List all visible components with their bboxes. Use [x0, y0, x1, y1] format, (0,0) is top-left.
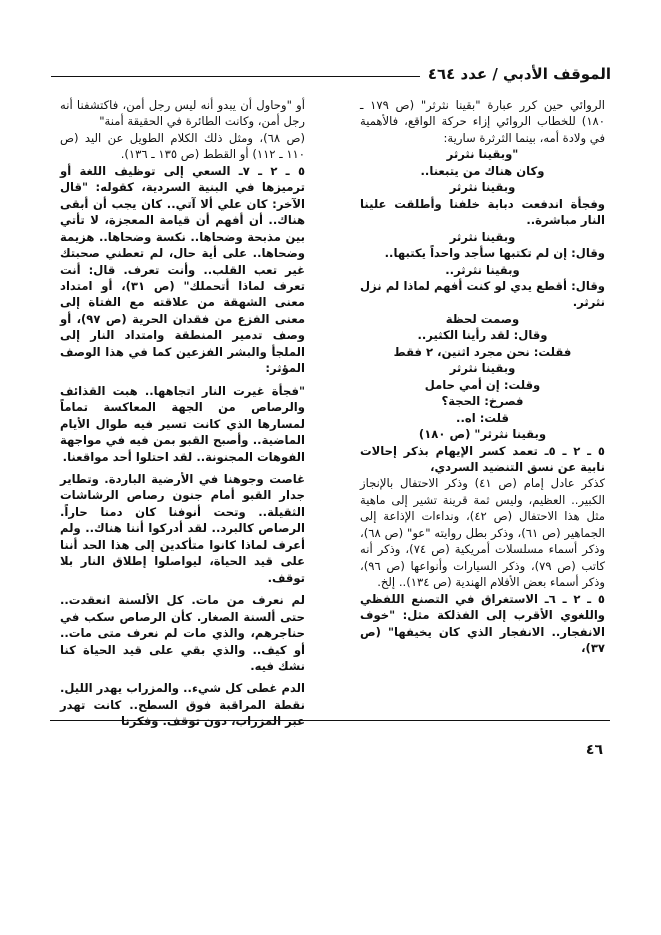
quote-block: "فجأة غيرت النار اتجاهها.. هبت القذائف والرصاص من الجهة المعاكسة تماماً لمسارها الذي كانت تسير فيه طوال الأيام الماضية.. وأصبح القبو بمن فيه في مواجهة الفوهات المجنونة.. لقد احتلوا أحد مواقعنا.	[60, 383, 305, 464]
quote-line: وقال: إن لم تكتبها سأجد واحداً يكتبها..	[384, 246, 605, 261]
quote-block: غاصت وجوهنا في الأرضية الباردة. وتطاير جدار القبو أمام جنون رصاص الرشاشات الثقيلة.. وتحت أنوفنا كان دمنا حاراً. الرصاص كالبرد.. لقد أدركوا أننا هناك.. ولم أعرف لماذا كانوا متأكدين إلى هذا الحد أننا على قيد الحياة، ليواصلوا إطلاق النار بلا توقف.	[60, 471, 305, 585]
journal-title: الموقف الأدبي / عدد ٤٦٤	[427, 65, 611, 83]
quote-line: وكان هناك من يتبعنا..	[420, 163, 545, 178]
quote-line: وبقينا نثرثر" (ص ١٨٠)	[418, 427, 547, 442]
header-rule	[51, 76, 420, 77]
quote-line: "وبقينا نثرثر	[446, 147, 519, 162]
section-heading: ٥ ـ ٢ ـ ٥ـ تعمد كسر الإيهام بذكر إحالات نابية عن نسق التنضيد السردي،	[360, 443, 605, 474]
page-number: ٤٦	[585, 742, 603, 758]
quote-line: وبقينا نثرثر	[449, 180, 516, 195]
quote-line: وصمت لحظة	[445, 311, 520, 326]
paragraph: كذكر عادل إمام (ص ٤١) وذكر الاحتفال بالإنجاز الكبير.. العظيم، وليس ثمة قرينة تشير إلى ماهية مثل هذا الاحتفال (ص ٤٢)، ونداءات الإذاعة إلى الجماهير (ص ٦١)، وذكر بطل روايته "عو" (ص ٦٨)، وذكر أسماء مسلسلات أمريكية (ص ٧٤)، وذكر أنه كاتب (ص ٧٩)، وذكر السيارات وأنواعها (ص ٩٦)، وذكر أسماء بعض الأفلام الهندية (ص ١٣٤).. إلخ.	[360, 476, 606, 590]
page-header	[51, 60, 611, 88]
paragraph: أو "وحاول أن يبدو أنه ليس رجل أمن، فاكتشفنا أنه رجل أمن، وكانت الطائرة في الحقيقة أمنة"	[60, 98, 305, 129]
left-column	[60, 97, 305, 730]
quote-line: وقال: لقد رأينا الكثير..	[417, 328, 548, 343]
quote-block: لم نعرف من مات. كل الألسنة انعقدت.. حتى ألسنة الصغار. كأن الرصاص سكب في حناجرهم، والذي مات لم نعرف متى مات.. أو كيف.. والذي بقي على قيد الحياة كنا نشك فيه.	[60, 593, 305, 673]
quote-line: وفجأة اندفعت دبابة خلفنا وأطلقت علينا النار مباشرة..	[360, 196, 605, 228]
quote-line: فصرخ: الحجة؟	[441, 394, 524, 409]
quote-line: فقلت: نحن مجرد اثنين، ٢ فقط	[393, 344, 572, 359]
quote-line: وبقينا نثرثر	[449, 229, 516, 244]
quote-line: وقال: أقطع يدي لو كنت أفهم لماذا لم نزل نثرثر.	[360, 278, 605, 310]
section-heading: ٥ ـ ٢ ـ ٧ـ السعي إلى توظيف اللغة أو ترميزها في البنية السردية، كقوله: "قال الآخر: كان علي ألا آتي.. كان يجب أن أبقى هناك.. أن أفهم أن قيامة المعجزة، لا تأتي بين مذبحة وضحاها.. نكسة وضحاها.. هزيمة وضحاها.. على أية حال، لم تعطني صحبتك غير تعب القلب.. وأنت تعرف. قال: أنت تعرف لماذا أتحملك" (ص ٣١)، أو امتداد معنى الشهقة من علاقته مع الفتاة إلى معنى الفزع من فقدان الحرية (ص ٩٧)، أو وصف تدمير المنطقة وامتداد النار إلى الملجأ والبشر الفزعين كما في هذا الوصف المؤثر:	[60, 163, 306, 376]
section-heading: ٥ ـ ٢ ـ ٦ـ الاستغراق في التصنع اللفظي واللغوي الأقرب إلى الفذلكة مثل: "خوف الانفجار.. الانفجار الذي كان يخيفها" (ص ٣٧)،	[360, 591, 605, 655]
paragraph-intro: الروائي حين كرر عبارة "بقينا نثرثر" (ص ١٧٩ ـ ١٨٠) للخطاب الروائي إزاء حركة الواقع، فالأهمية في ولادة أمه، بينما الثرثرة سارية:	[360, 98, 606, 145]
paragraph: (ص ٦٨)، ومثل ذلك الكلام الطويل عن اليد (ص ١١٠ ـ ١١٢) أو القطط (ص ١٣٥ ـ ١٣٦).	[60, 130, 305, 162]
quote-line: قلت: اه..	[456, 410, 509, 425]
quote-line: وبقينا نثرثر..	[445, 262, 520, 277]
right-column	[360, 97, 605, 656]
quote-block: الدم غطى كل شيء.. والمزراب يهدر الليل. نقطة المراقبة فوق السطح.. كانت تهدر عبر المزراب، دون توقف. وفكرنا	[60, 681, 305, 729]
quote-line: وبقينا نثرثر	[449, 361, 516, 376]
quote-line: وقلت: إن أمي حامل	[424, 377, 541, 392]
footer-rule	[50, 720, 610, 721]
